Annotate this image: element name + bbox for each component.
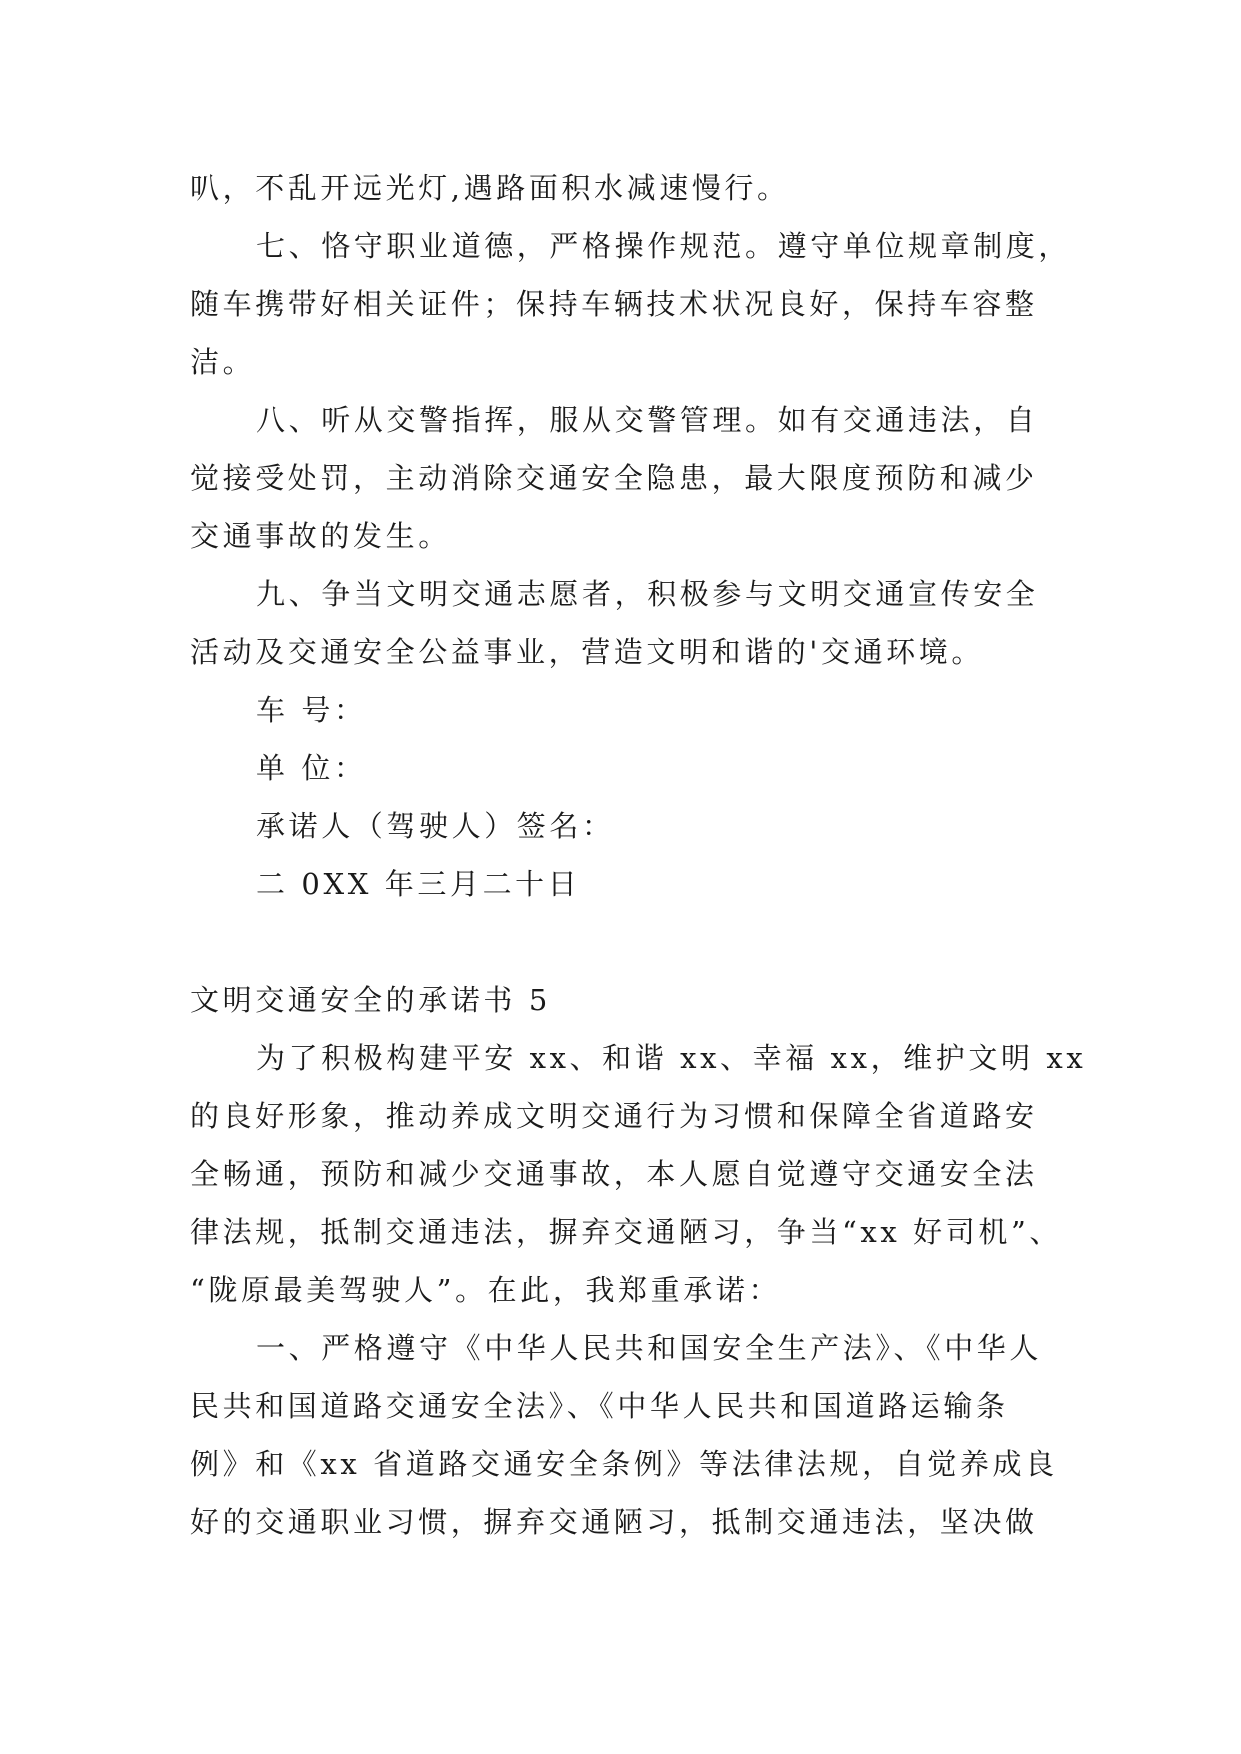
signature-label: 承诺人（驾驶人）签名： [256,809,615,843]
unit-label: 单 位： [256,751,367,785]
text-line: 为了积极构建平安 xx、和谐 xx、幸福 xx，维护文明 xx [256,1041,1087,1075]
text-line: 交通事故的发生。 [190,519,451,553]
text-line: 律法规，抵制交通违法，摒弃交通陋习，争当“xx 好司机”、 [190,1215,1062,1249]
plate-number-label: 车 号： [256,693,367,727]
text-line: 随车携带好相关证件；保持车辆技术状况良好，保持车容整 [190,287,1038,321]
text-line: 一、严格遵守《中华人民共和国安全生产法》、《中华人 [256,1331,1043,1365]
text-line: 例》和《xx 省道路交通安全条例》等法律法规，自觉养成良 [190,1447,1058,1481]
date-line: 二 0XX 年三月二十日 [256,867,581,901]
text-line: “陇原最美驾驶人”。在此，我郑重承诺： [190,1273,782,1307]
text-line: 好的交通职业习惯，摒弃交通陋习，抵制交通违法，坚决做 [190,1505,1038,1539]
text-line: 叭，不乱开远光灯,遇路面积水减速慢行。 [190,171,790,205]
text-line: 民共和国道路交通安全法》、《中华人民共和国道路运输条 [190,1389,1009,1423]
text-line: 的良好形象，推动养成文明交通行为习惯和保障全省道路安 [190,1099,1038,1133]
text-line: 七、恪守职业道德，严格操作规范。遵守单位规章制度， [256,229,1072,263]
text-line: 觉接受处罚，主动消除交通安全隐患，最大限度预防和减少 [190,461,1038,495]
text-line: 八、听从交警指挥，服从交警管理。如有交通违法，自 [256,403,1039,437]
text-line: 洁。 [190,345,256,379]
text-line: 活动及交通安全公益事业，营造文明和谐的'交通环境。 [190,635,984,669]
section-heading: 文明交通安全的承诺书 5 [190,983,551,1017]
text-line: 全畅通，预防和减少交通事故，本人愿自觉遵守交通安全法 [190,1157,1038,1191]
text-line: 九、争当文明交通志愿者，积极参与文明交通宣传安全 [256,577,1039,611]
